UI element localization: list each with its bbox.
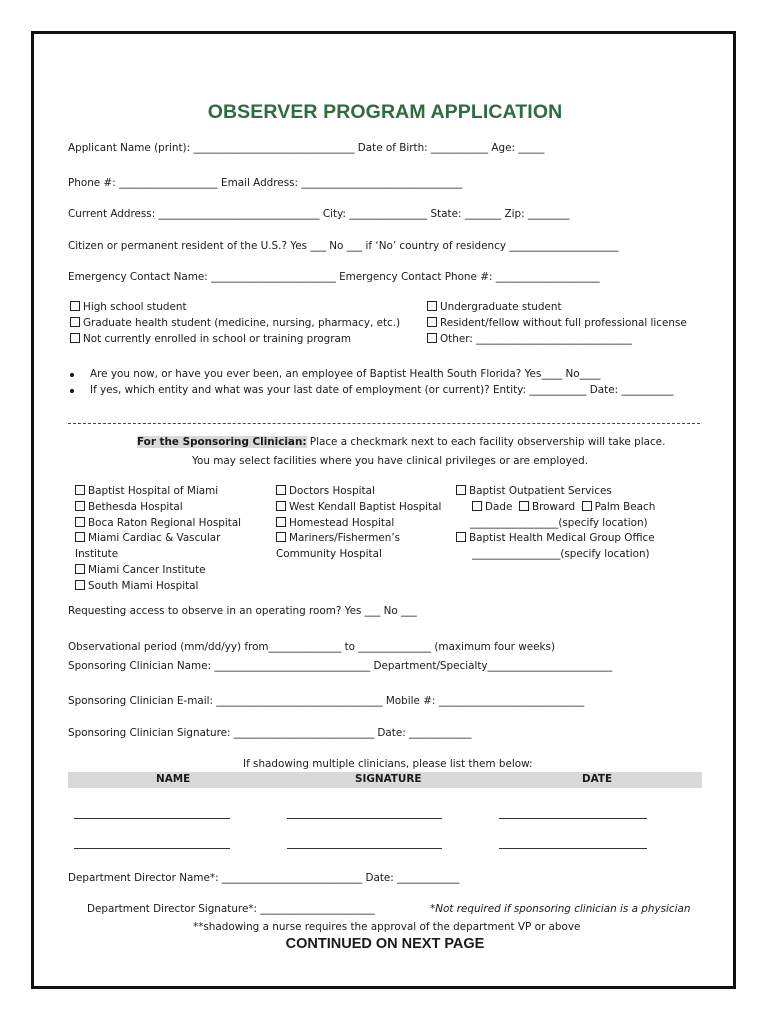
observation-period-row[interactable]: Observational period (mm/dd/yy) from______________ to ______________ (maximum four weeks) [68, 641, 556, 653]
director-signature-row[interactable]: Department Director Signature*: ______________________ [87, 903, 375, 915]
clinician-name-row[interactable]: Sponsoring Clinician Name: ______________________________ Department/Specialty________________________ [68, 660, 613, 672]
checkbox-icon[interactable] [75, 564, 85, 574]
checkbox-icon[interactable] [75, 517, 85, 527]
clinician-date-line[interactable] [499, 848, 647, 849]
region-palm-beach: Palm Beach [594, 501, 656, 513]
nurse-approval-note: **shadowing a nurse requires the approval of the department VP or above [193, 921, 581, 933]
outpatient-specify-location[interactable]: _________________(specify location) [470, 517, 648, 529]
checkbox-icon[interactable] [456, 532, 466, 542]
director-signature-note: *Not required if sponsoring clinician is a physician [430, 903, 691, 915]
facility-south-miami[interactable] [75, 580, 198, 593]
option-graduate[interactable] [70, 317, 400, 330]
medical-group-specify-location[interactable]: _________________(specify location) [472, 548, 650, 560]
checkbox-icon[interactable] [427, 317, 437, 327]
region-dade: Dade [485, 501, 513, 513]
facility-label: Baptist Outpatient Services [469, 485, 612, 497]
checkbox-icon[interactable] [519, 501, 529, 511]
checkbox-icon[interactable] [276, 501, 286, 511]
page-title: OBSERVER PROGRAM APPLICATION [207, 101, 563, 123]
clinicians-table-header [68, 772, 702, 788]
checkbox-icon[interactable] [427, 333, 437, 343]
facility-label: Mariners/Fishermen’s [289, 532, 401, 544]
facility-label: Homestead Hospital [289, 517, 395, 529]
header-signature: SIGNATURE [355, 773, 422, 785]
facility-boca-raton[interactable] [75, 517, 241, 530]
sponsoring-subheading: You may select facilities where you have clinical privileges or are employed. [192, 455, 589, 467]
checkbox-icon[interactable] [276, 517, 286, 527]
option-label: High school student [83, 301, 187, 313]
facility-label: Miami Cancer Institute [88, 564, 206, 576]
facility-bethesda[interactable] [75, 501, 183, 514]
facility-medical-group[interactable] [456, 532, 655, 545]
facility-label-wrap: Institute [75, 548, 119, 560]
section-divider [68, 423, 700, 424]
or-access-row[interactable]: Requesting access to observe in an operating room? Yes ___ No ___ [68, 605, 417, 617]
emergency-contact-row[interactable]: Emergency Contact Name: ________________________ Emergency Contact Phone #: ____________________ [68, 271, 600, 283]
facility-west-kendall[interactable] [276, 501, 441, 514]
checkbox-icon[interactable] [75, 485, 85, 495]
bullet-icon [70, 373, 74, 377]
applicant-name-row[interactable]: Applicant Name (print): _______________________________ Date of Birth: ___________ Age: _____ [68, 142, 545, 154]
phone-email-row[interactable]: Phone #: ___________________ Email Address: _______________________________ [68, 177, 463, 189]
facility-baptist-hospital-miami[interactable] [75, 485, 218, 498]
checkbox-icon[interactable] [427, 301, 437, 311]
option-label: Graduate health student (medicine, nursing, pharmacy, etc.) [83, 317, 401, 329]
facility-label: West Kendall Baptist Hospital [289, 501, 442, 513]
clinician-signature-line[interactable] [287, 848, 442, 849]
header-date: DATE [582, 773, 613, 785]
facility-label: Baptist Hospital of Miami [88, 485, 219, 497]
checkbox-icon[interactable] [582, 501, 592, 511]
checkbox-icon[interactable] [70, 317, 80, 327]
clinician-date-line[interactable] [499, 818, 647, 819]
option-resident[interactable] [427, 317, 687, 330]
clinician-signature-line[interactable] [287, 818, 442, 819]
continued-footer: CONTINUED ON NEXT PAGE [285, 936, 485, 952]
option-other[interactable] [427, 333, 632, 346]
facility-label: Bethesda Hospital [88, 501, 183, 513]
employee-question[interactable]: Are you now, or have you ever been, an employee of Baptist Health South Florida? Yes____ No____ [90, 368, 601, 380]
citizenship-row[interactable]: Citizen or permanent resident of the U.S.? Yes ___ No ___ if ‘No’ country of residency _____________________ [68, 240, 619, 252]
region-broward: Broward [531, 501, 576, 513]
checkbox-icon[interactable] [276, 485, 286, 495]
facility-label: South Miami Hospital [88, 580, 199, 592]
facility-miami-cardiac[interactable] [75, 532, 220, 545]
clinician-name-line[interactable] [74, 818, 230, 819]
director-name-row[interactable]: Department Director Name*: ___________________________ Date: ____________ [68, 872, 460, 884]
bullet-icon [70, 389, 74, 393]
option-high-school[interactable] [70, 301, 187, 314]
option-label: Other: ______________________________ [440, 333, 632, 345]
checkbox-icon[interactable] [70, 333, 80, 343]
outpatient-regions [472, 501, 655, 514]
facility-label-wrap: Community Hospital [276, 548, 382, 560]
checkbox-icon[interactable] [472, 501, 482, 511]
sponsoring-heading-bold: For the Sponsoring Clinician: [137, 436, 307, 448]
sponsoring-heading [137, 436, 665, 449]
header-name: NAME [156, 773, 191, 785]
facility-outpatient[interactable] [456, 485, 612, 498]
facility-label: Baptist Health Medical Group Office [469, 532, 655, 544]
clinician-signature-row[interactable]: Sponsoring Clinician Signature: ___________________________ Date: ____________ [68, 727, 472, 739]
checkbox-icon[interactable] [70, 301, 80, 311]
option-label: Resident/fellow without full professional license [440, 317, 687, 329]
facility-homestead[interactable] [276, 517, 394, 530]
facility-miami-cancer[interactable] [75, 564, 206, 577]
checkbox-icon[interactable] [75, 501, 85, 511]
facility-mariners[interactable] [276, 532, 400, 545]
clinician-email-row[interactable]: Sponsoring Clinician E-mail: ________________________________ Mobile #: ____________________________ [68, 695, 585, 707]
facility-label: Miami Cardiac & Vascular [88, 532, 221, 544]
facility-label: Doctors Hospital [289, 485, 375, 497]
option-label: Undergraduate student [440, 301, 562, 313]
sponsoring-heading-rest: Place a checkmark next to each facility observership will take place. [306, 436, 666, 448]
option-not-enrolled[interactable] [70, 333, 351, 346]
facility-label: Boca Raton Regional Hospital [88, 517, 242, 529]
clinician-name-line[interactable] [74, 848, 230, 849]
checkbox-icon[interactable] [276, 532, 286, 542]
checkbox-icon[interactable] [75, 580, 85, 590]
multiple-clinicians-note: If shadowing multiple clinicians, please list them below: [243, 758, 533, 770]
facility-doctors[interactable] [276, 485, 375, 498]
address-row[interactable]: Current Address: _______________________________ City: _______________ State: _______ Zip: ________ [68, 208, 570, 220]
entity-question[interactable]: If yes, which entity and what was your last date of employment (or current)? Entity: ___________ Date: __________ [90, 384, 674, 396]
checkbox-icon[interactable] [75, 532, 85, 542]
option-undergraduate[interactable] [427, 301, 562, 314]
checkbox-icon[interactable] [456, 485, 466, 495]
option-label: Not currently enrolled in school or training program [83, 333, 352, 345]
